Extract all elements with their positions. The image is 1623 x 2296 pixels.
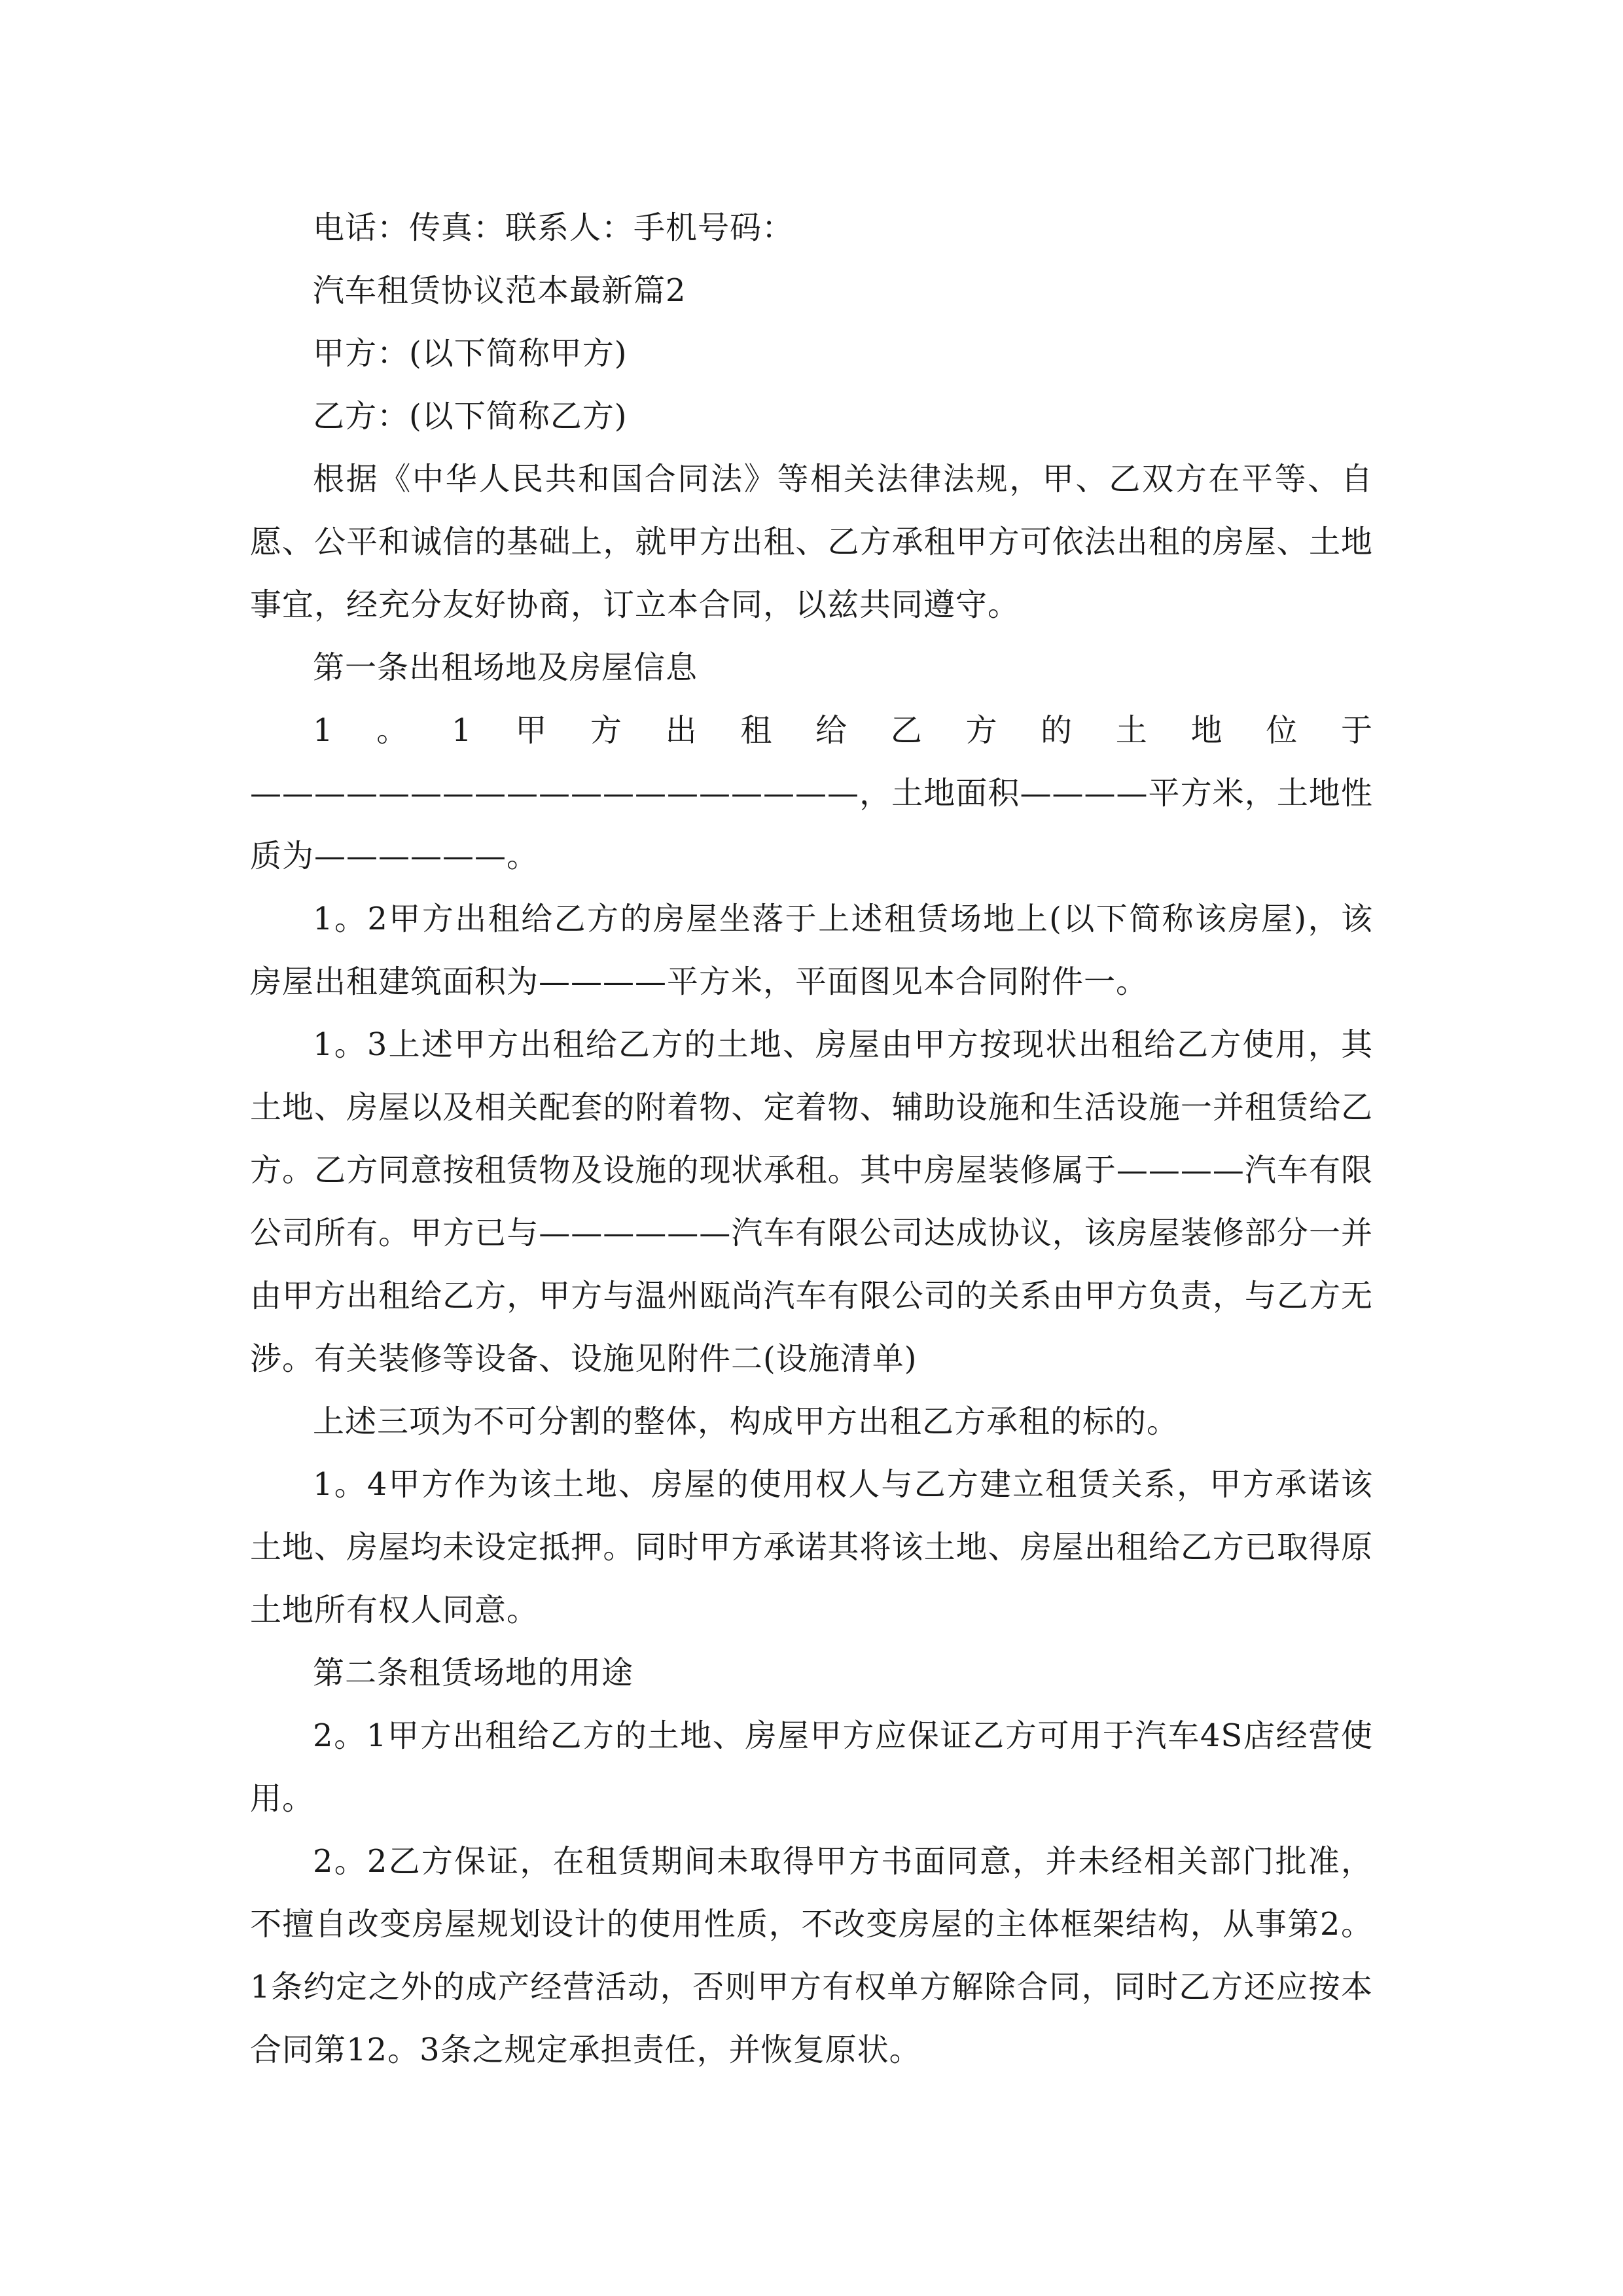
clause-summary: 上述三项为不可分割的整体，构成甲方出租乙方承租的标的。: [313, 1403, 1179, 1440]
party-b-line: 乙方：(以下简称乙方): [313, 398, 628, 435]
document-body: [250, 196, 1373, 2081]
article-2-heading: 第二条租赁场地的用途: [313, 1655, 634, 1691]
clause-2-2: 2。2乙方保证，在租赁期间未取得甲方书面同意，并未经相关部门批准，不擅自改变房屋规划设计的使用性质，不改变房屋的主体框架结构，从事第2。1条约定之外的成产经营活动，否则甲方有权单方解除合同，同时乙方还应按本合同第12。3条之规定承担责任，并恢复原状。: [250, 1843, 1373, 2068]
contact-line: 电话：传真：联系人：手机号码：: [313, 209, 794, 246]
preamble-paragraph: 根据《中华人民共和国合同法》等相关法律法规，甲、乙双方在平等、自愿、公平和诚信的基础上，就甲方出租、乙方承租甲方可依法出租的房屋、土地事宜，经充分友好协商，订立本合同，以兹共同遵守。: [250, 461, 1373, 623]
party-a-line: 甲方：(以下简称甲方): [313, 335, 628, 372]
clause-1-3: 1。3上述甲方出租给乙方的土地、房屋由甲方按现状出租给乙方使用，其土地、房屋以及相关配套的附着物、定着物、辅助设施和生活设施一并租赁给乙方。乙方同意按租赁物及设施的现状承租。其中房屋装修属于————汽车有限公司所有。甲方已与——————汽车有限公司达成协议，该房屋装修部分一并由甲方出租给乙方，甲方与温州瓯尚汽车有限公司的关系由甲方负责，与乙方无涉。有关装修等设备、设施见附件二(设施清单): [250, 1026, 1373, 1377]
document-title: 汽车租赁协议范本最新篇2: [313, 272, 687, 309]
clause-1-1: 1。1甲方出租给乙方的土地位于———————————————————，土地面积————平方米，土地性质为——————。: [250, 712, 1373, 874]
clause-1-4: 1。4甲方作为该土地、房屋的使用权人与乙方建立租赁关系，甲方承诺该土地、房屋均未设定抵押。同时甲方承诺其将该土地、房屋出租给乙方已取得原土地所有权人同意。: [250, 1466, 1373, 1628]
clause-2-1: 2。1甲方出租给乙方的土地、房屋甲方应保证乙方可用于汽车4S店经营使用。: [250, 1717, 1373, 1817]
clause-1-2: 1。2甲方出租给乙方的房屋坐落于上述租赁场地上(以下简称该房屋)，该房屋出租建筑面积为————平方米，平面图见本合同附件一。: [250, 901, 1373, 1000]
article-1-heading: 第一条出租场地及房屋信息: [313, 649, 698, 686]
